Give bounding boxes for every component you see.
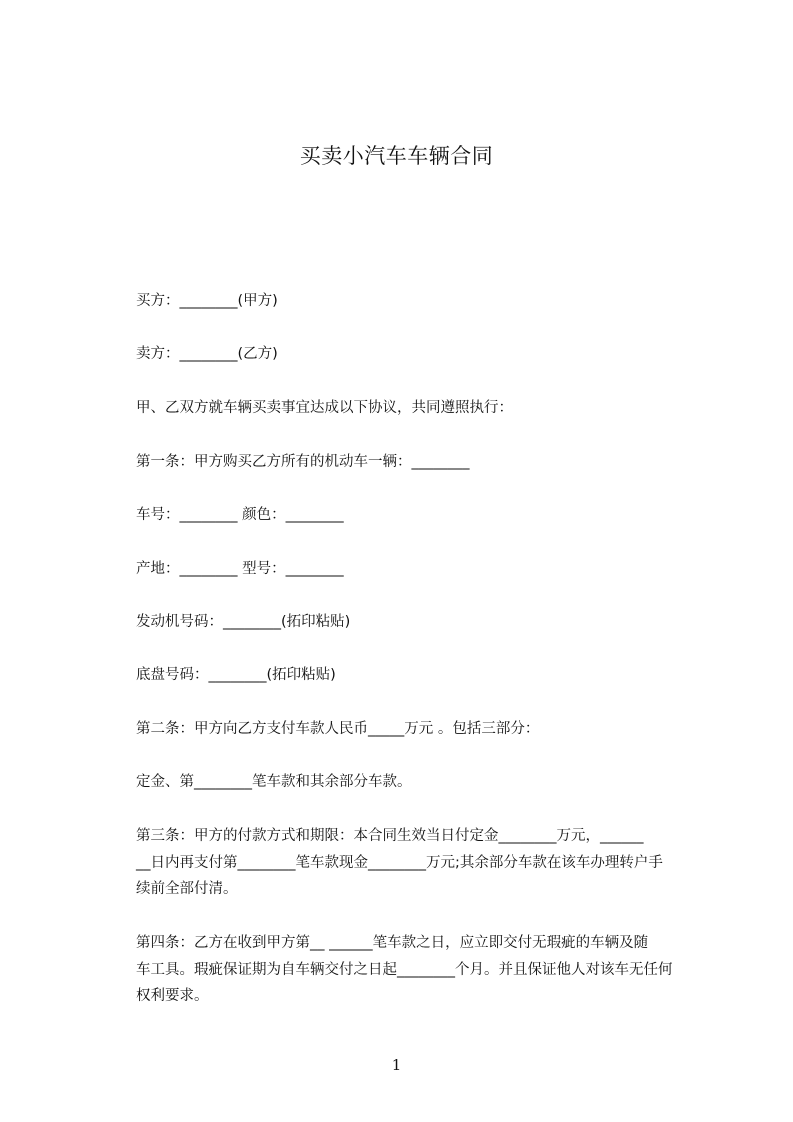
engine-number-line: 发动机号码：________(拓印粘贴): [136, 614, 351, 630]
article-4-line-1: 第四条：乙方在收到甲方第__ ______笔车款之日，应立即交付无瑕疵的车辆及随: [136, 935, 649, 951]
seller-line: 卖方：________(乙方): [136, 346, 278, 362]
page-number: 1: [391, 1056, 402, 1074]
plate-color-line: 车号：________ 颜色：________: [136, 507, 344, 523]
buyer-line: 买方：________(甲方): [136, 293, 278, 309]
chassis-number-line: 底盘号码：________(拓印粘贴): [136, 667, 336, 683]
article-3-line-3: 续前全部付清。: [136, 881, 238, 897]
article-3-line-2: __日内再支付第________笔车款现金________万元;其余部分车款在该车办理转户手: [136, 855, 663, 871]
article-3-line-1: 第三条：甲方的付款方式和期限：本合同生效当日付定金________万元，______: [136, 828, 644, 844]
origin-model-line: 产地：________ 型号：________: [136, 561, 344, 577]
article-1: 第一条：甲方购买乙方所有的机动车一辆：________: [136, 454, 470, 470]
intro-line: 甲、乙双方就车辆买卖事宜达成以下协议，共同遵照执行：: [136, 400, 513, 416]
article-4-line-3: 权利要求。: [136, 988, 209, 1004]
article-2: 第二条：甲方向乙方支付车款人民币_____万元 。包括三部分：: [136, 721, 540, 737]
article-2-detail: 定金、第________笔车款和其余部分车款。: [136, 774, 412, 790]
page-title: 买卖小汽车车辆合同: [299, 144, 494, 168]
article-4-line-2: 车工具。瑕疵保证期为自车辆交付之日起________个月。并且保证他人对该车无任何: [136, 962, 673, 978]
